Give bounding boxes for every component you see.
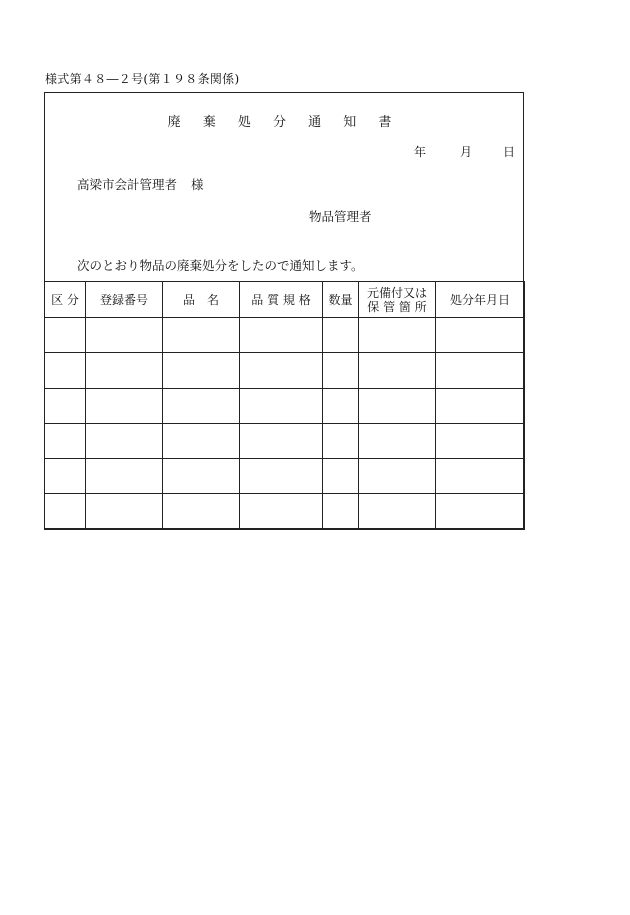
form-number: 様式第４８―２号(第１９８条関係) bbox=[45, 72, 240, 86]
cell-category[interactable] bbox=[45, 388, 86, 423]
cell-quality-spec[interactable] bbox=[240, 423, 323, 458]
document-title: 廃 棄 処 分 通 知 書 bbox=[167, 115, 401, 130]
cell-quantity[interactable] bbox=[323, 318, 359, 353]
cell-location[interactable] bbox=[359, 494, 436, 529]
cell-quantity[interactable] bbox=[323, 494, 359, 529]
table-row bbox=[45, 494, 525, 529]
cell-item-name[interactable] bbox=[163, 423, 240, 458]
statement-text: 次のとおり物品の廃棄処分をしたので通知します。 bbox=[77, 258, 364, 273]
cell-category[interactable] bbox=[45, 459, 86, 494]
manager-label: 物品管理者 bbox=[309, 209, 372, 224]
cell-quantity[interactable] bbox=[323, 423, 359, 458]
cell-registration-number[interactable] bbox=[86, 423, 163, 458]
addressee-honorific: 様 bbox=[191, 177, 204, 192]
table-row bbox=[45, 353, 525, 388]
addressee-name: 高梁市会計管理者 bbox=[77, 177, 178, 192]
header-quality-spec: 品 質 規 格 bbox=[240, 282, 323, 318]
cell-registration-number[interactable] bbox=[86, 353, 163, 388]
cell-category[interactable] bbox=[45, 353, 86, 388]
header-location bbox=[359, 282, 436, 318]
date-month-label: 月 bbox=[459, 145, 472, 159]
cell-quantity[interactable] bbox=[323, 353, 359, 388]
date-day-label: 日 bbox=[502, 145, 515, 159]
cell-disposal-date[interactable] bbox=[436, 388, 525, 423]
cell-category[interactable] bbox=[45, 318, 86, 353]
cell-quality-spec[interactable] bbox=[240, 459, 323, 494]
cell-location[interactable] bbox=[359, 353, 436, 388]
cell-registration-number[interactable] bbox=[86, 459, 163, 494]
cell-registration-number[interactable] bbox=[86, 388, 163, 423]
table-row bbox=[45, 459, 525, 494]
header-location-line1: 元備付又は bbox=[366, 285, 427, 300]
cell-location[interactable] bbox=[359, 388, 436, 423]
cell-item-name[interactable] bbox=[163, 459, 240, 494]
table-row bbox=[45, 388, 525, 423]
cell-disposal-date[interactable] bbox=[436, 459, 525, 494]
cell-category[interactable] bbox=[45, 423, 86, 458]
cell-category[interactable] bbox=[45, 494, 86, 529]
cell-location[interactable] bbox=[359, 318, 436, 353]
header-registration-number: 登録番号 bbox=[86, 282, 163, 318]
cell-registration-number[interactable] bbox=[86, 318, 163, 353]
cell-registration-number[interactable] bbox=[86, 494, 163, 529]
cell-item-name[interactable] bbox=[163, 353, 240, 388]
header-disposal-date: 処分年月日 bbox=[436, 282, 525, 318]
cell-item-name[interactable] bbox=[163, 318, 240, 353]
cell-item-name[interactable] bbox=[163, 388, 240, 423]
cell-disposal-date[interactable] bbox=[436, 318, 525, 353]
date-year-label: 年 bbox=[413, 145, 426, 159]
header-quantity: 数量 bbox=[323, 282, 359, 318]
cell-quality-spec[interactable] bbox=[240, 494, 323, 529]
table-row bbox=[45, 318, 525, 353]
header-location-line2: 保 管 箇 所 bbox=[367, 299, 427, 314]
notice-form bbox=[44, 92, 524, 529]
cell-quality-spec[interactable] bbox=[240, 388, 323, 423]
cell-quality-spec[interactable] bbox=[240, 318, 323, 353]
date-line bbox=[414, 143, 515, 160]
cell-location[interactable] bbox=[359, 459, 436, 494]
table-header-row bbox=[45, 282, 525, 318]
cell-disposal-date[interactable] bbox=[436, 353, 525, 388]
header-category: 区 分 bbox=[45, 282, 86, 318]
cell-quality-spec[interactable] bbox=[240, 353, 323, 388]
header-item-name: 品 名 bbox=[163, 282, 240, 318]
disposal-items-table bbox=[44, 281, 525, 530]
addressee bbox=[77, 175, 204, 193]
cell-location[interactable] bbox=[359, 423, 436, 458]
cell-quantity[interactable] bbox=[323, 459, 359, 494]
table-row bbox=[45, 423, 525, 458]
cell-disposal-date[interactable] bbox=[436, 494, 525, 529]
cell-disposal-date[interactable] bbox=[436, 423, 525, 458]
cell-item-name[interactable] bbox=[163, 494, 240, 529]
cell-quantity[interactable] bbox=[323, 388, 359, 423]
